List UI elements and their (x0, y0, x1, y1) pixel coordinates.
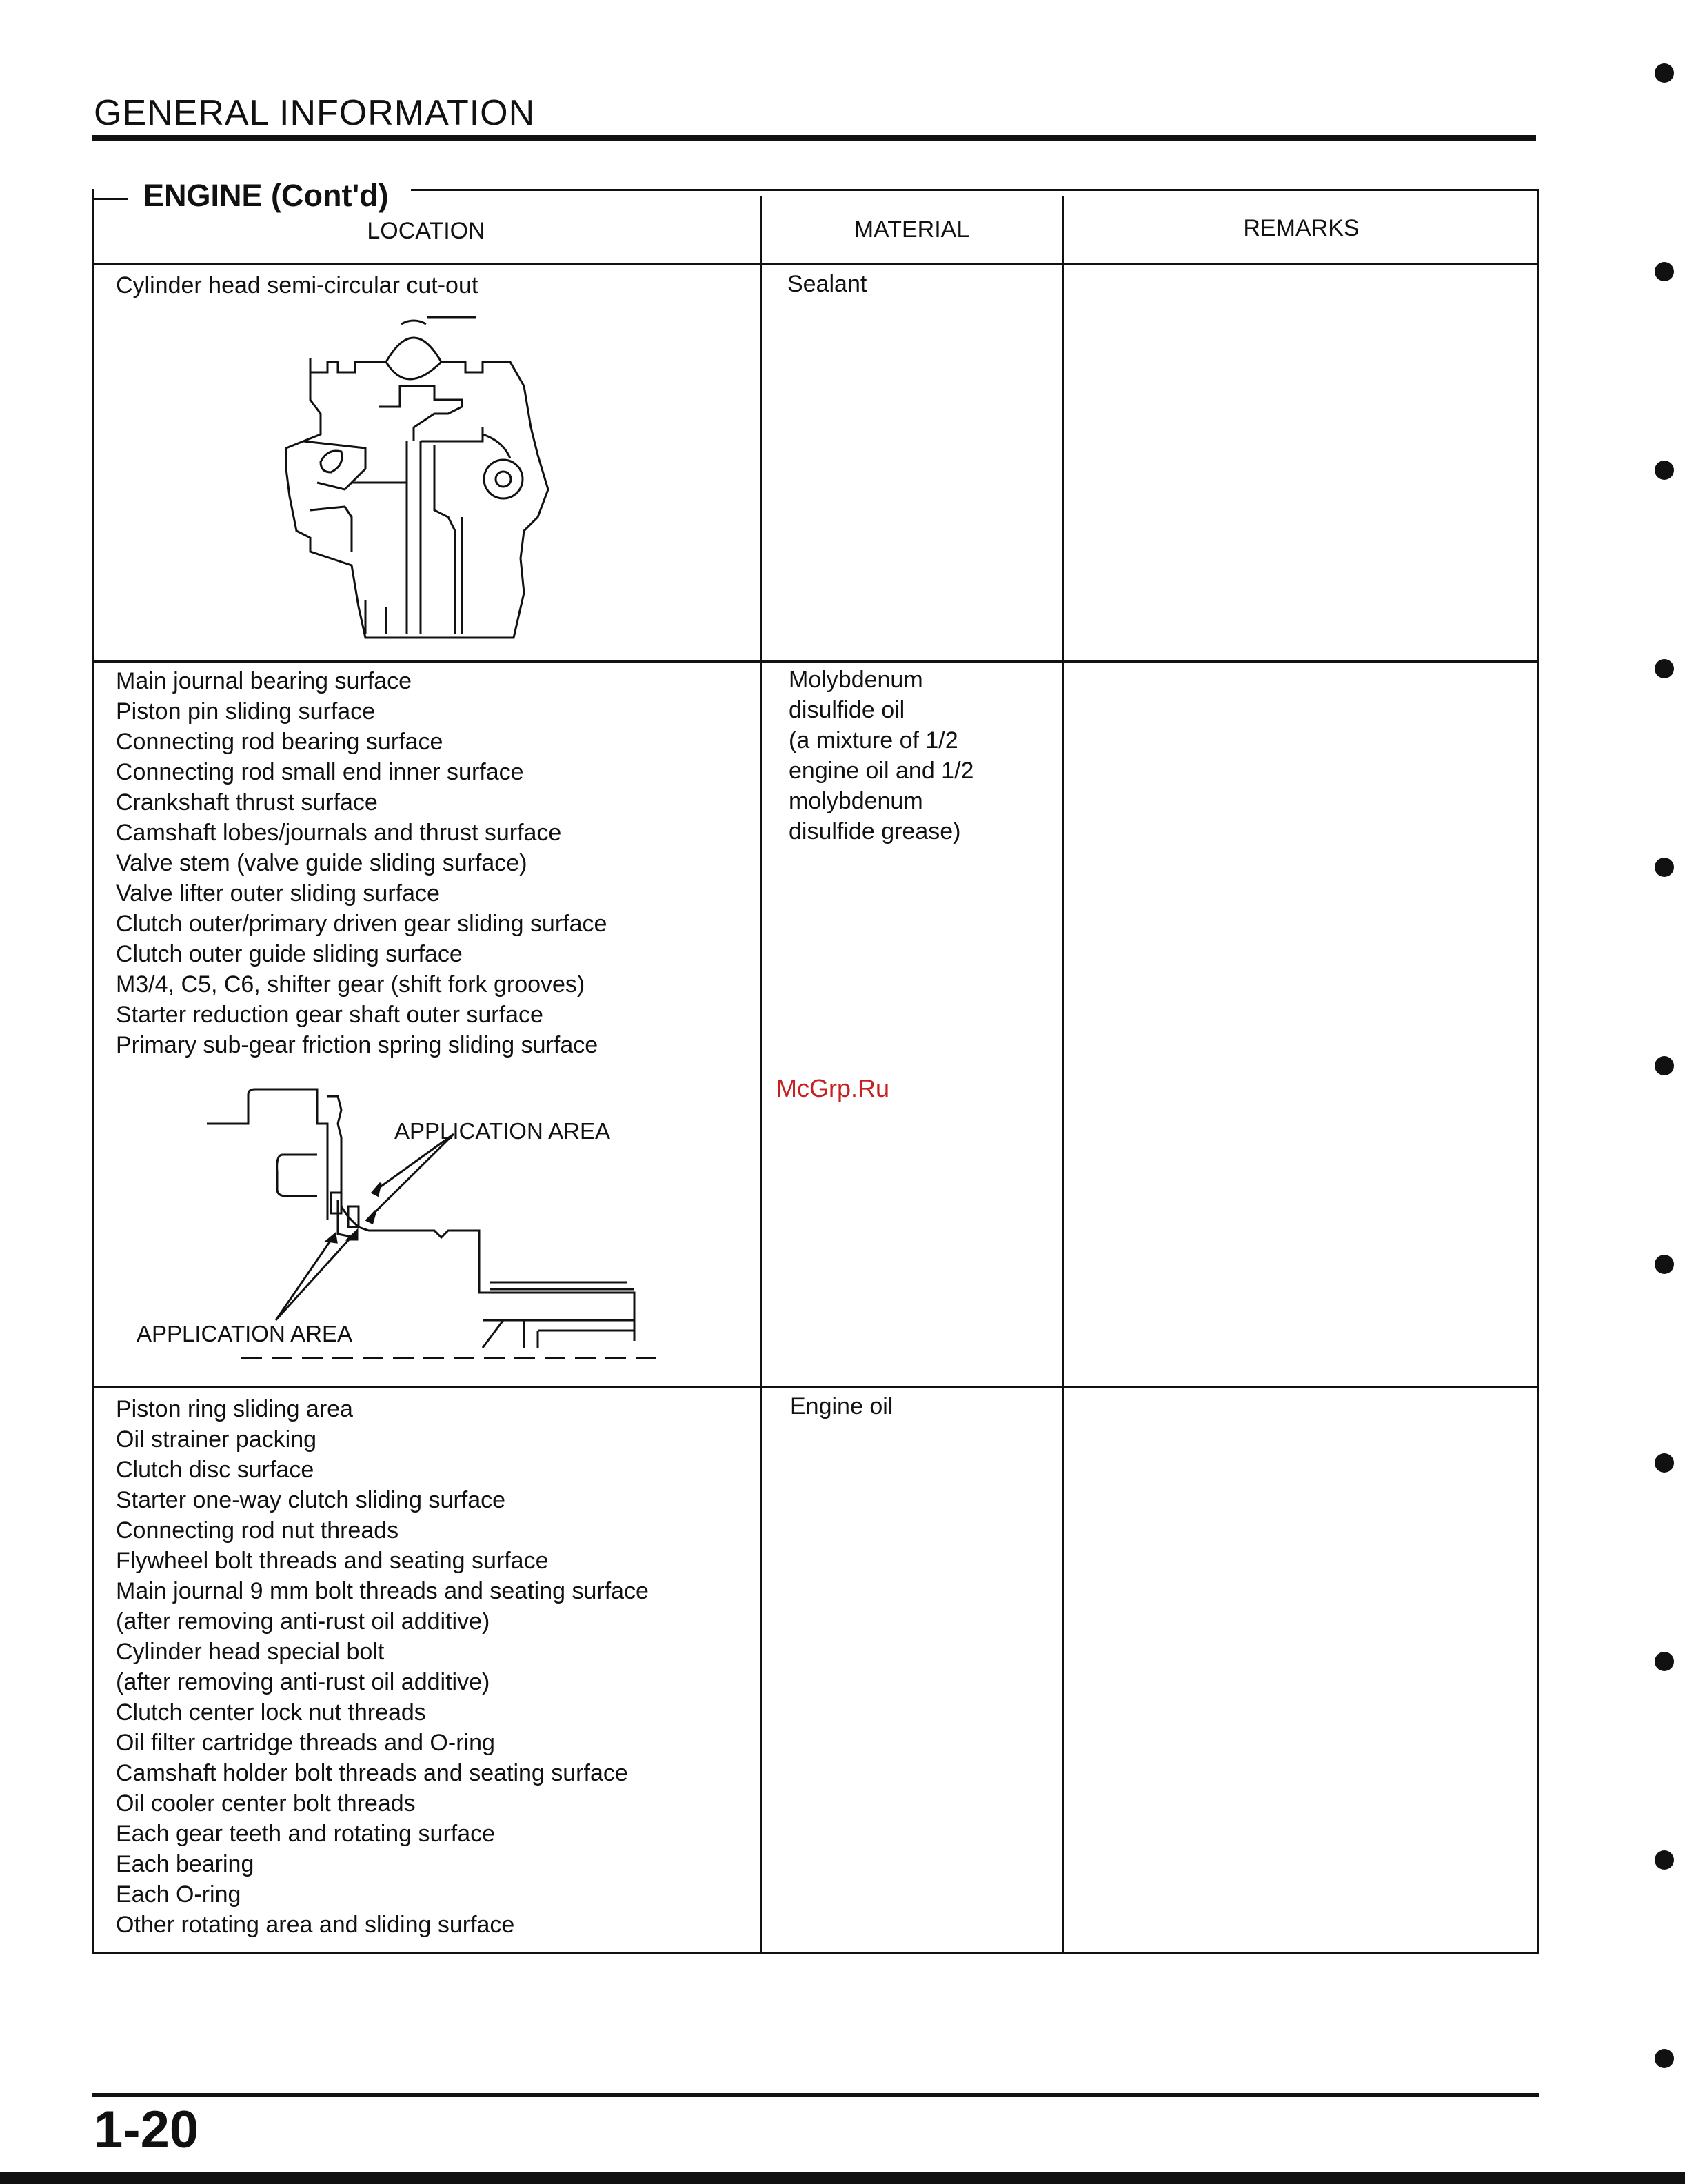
column-divider (1062, 196, 1064, 1954)
list-item: (a mixture of 1/2 (789, 727, 958, 754)
list-item: Cylinder head special bolt (116, 1639, 385, 1665)
row1-location (116, 270, 478, 301)
column-header-location: LOCATION (367, 218, 485, 244)
list-item: Starter one-way clutch sliding surface (116, 1487, 506, 1513)
list-item: Valve stem (valve guide sliding surface) (116, 850, 527, 876)
list-item: Clutch center lock nut threads (116, 1699, 426, 1726)
binder-dot (1655, 1255, 1674, 1274)
row-divider (92, 1386, 1539, 1388)
row-divider (92, 660, 1539, 663)
list-item: Sealant (787, 271, 867, 297)
column-header-material: MATERIAL (854, 216, 970, 243)
list-item: Clutch outer guide sliding surface (116, 941, 463, 967)
list-item: Clutch disc surface (116, 1457, 314, 1483)
section-frame-line (411, 189, 1539, 191)
figure-label-lower: APPLICATION AREA (137, 1321, 352, 1346)
list-item: Piston pin sliding surface (116, 698, 376, 725)
row3-location (116, 1394, 649, 1940)
footer-rule (92, 2093, 1539, 2097)
watermark-text: McGrp.Ru (776, 1074, 890, 1102)
row2-material (789, 665, 973, 847)
page-number: 1-20 (94, 2101, 199, 2159)
list-item: Starter reduction gear shaft outer surface (116, 1002, 543, 1028)
list-item: Engine oil (790, 1393, 894, 1419)
binder-dot (1655, 461, 1674, 480)
binder-dot (1655, 63, 1674, 83)
list-item: Valve lifter outer sliding surface (116, 880, 440, 907)
list-item: Oil filter cartridge threads and O-ring (116, 1730, 495, 1756)
column-header-remarks: REMARKS (1243, 215, 1360, 241)
row1-material (787, 269, 867, 299)
list-item: Oil strainer packing (116, 1426, 317, 1453)
header-row-divider (92, 263, 1539, 265)
row2-location (116, 666, 607, 1060)
list-item: Clutch outer/primary driven gear sliding surface (116, 911, 607, 937)
binder-dot (1655, 1453, 1674, 1473)
binder-dot (1655, 1056, 1674, 1075)
list-item: Camshaft lobes/journals and thrust surface (116, 820, 562, 846)
list-item: (after removing anti-rust oil additive) (116, 1608, 490, 1635)
page-header-title: GENERAL INFORMATION (94, 93, 536, 133)
list-item: Connecting rod nut threads (116, 1517, 399, 1544)
list-item: disulfide oil (789, 697, 905, 723)
list-item: Connecting rod small end inner surface (116, 759, 524, 785)
row3-material (790, 1391, 893, 1422)
list-item: Crankshaft thrust surface (116, 789, 378, 816)
binder-dot (1655, 1652, 1674, 1671)
cylinder-head-diagram (276, 303, 565, 648)
list-item: (after removing anti-rust oil additive) (116, 1669, 490, 1695)
column-divider (760, 196, 762, 1954)
list-item: disulfide grease) (789, 818, 961, 845)
binder-dot (1655, 2049, 1674, 2068)
list-item: Each O-ring (116, 1881, 241, 1908)
list-item: Main journal bearing surface (116, 668, 412, 694)
binder-dot (1655, 858, 1674, 877)
list-item: Each gear teeth and rotating surface (116, 1821, 496, 1847)
list-item: Connecting rod bearing surface (116, 729, 443, 755)
list-item: Cylinder head semi-circular cut-out (116, 272, 478, 299)
list-item: Each bearing (116, 1851, 254, 1877)
binder-dot (1655, 659, 1674, 678)
list-item: Main journal 9 mm bolt threads and seating surface (116, 1578, 649, 1604)
section-frame-line (92, 198, 128, 200)
header-rule (92, 135, 1536, 141)
list-item: Flywheel bolt threads and seating surface (116, 1548, 549, 1574)
list-item: molybdenum (789, 788, 923, 814)
list-item: Camshaft holder bolt threads and seating surface (116, 1760, 628, 1786)
list-item: Molybdenum (789, 667, 923, 693)
list-item: M3/4, C5, C6, shifter gear (shift fork grooves) (116, 971, 585, 998)
list-item: Oil cooler center bolt threads (116, 1790, 416, 1817)
binder-dot (1655, 1850, 1674, 1870)
figure-label-upper: APPLICATION AREA (394, 1118, 610, 1144)
list-item: Primary sub-gear friction spring sliding surface (116, 1032, 598, 1058)
list-item: Other rotating area and sliding surface (116, 1912, 515, 1938)
section-title: ENGINE (Cont'd) (138, 178, 394, 214)
binder-dot (1655, 262, 1674, 281)
list-item: engine oil and 1/2 (789, 758, 974, 784)
scan-edge-bar (0, 2172, 1685, 2184)
list-item: Piston ring sliding area (116, 1396, 353, 1422)
